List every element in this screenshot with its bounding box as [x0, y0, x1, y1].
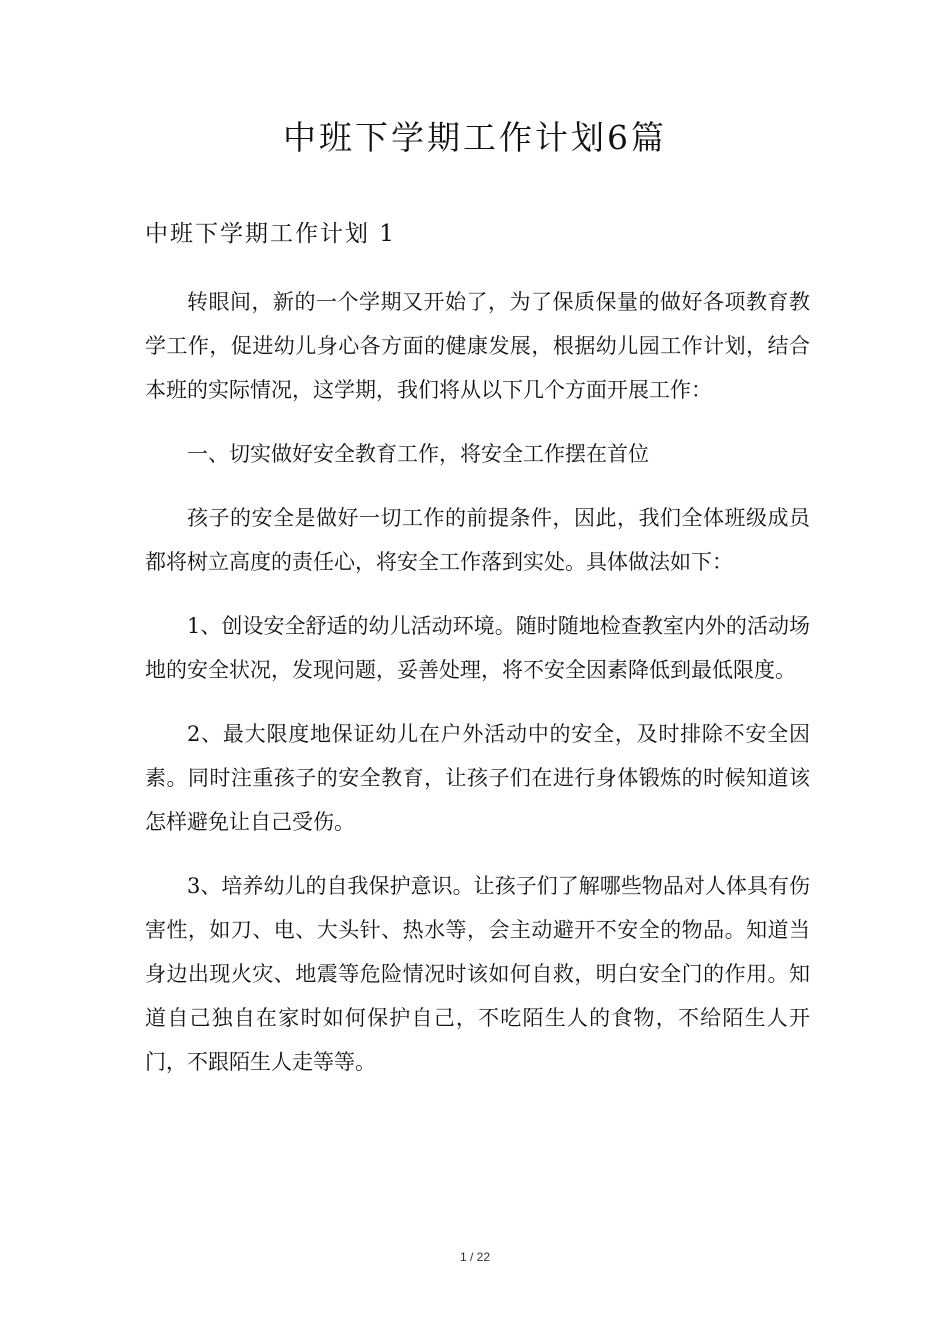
document-body [145, 280, 810, 1084]
paragraph-safety-premise: 孩子的安全是做好一切工作的前提条件，因此，我们全体班级成员都将树立高度的责任心，将安全工作落到实处。具体做法如下： [145, 506, 810, 574]
section-heading: 中班下学期工作计划 1 [145, 221, 396, 247]
paragraph-item-2: 2、最大限度地保证幼儿在户外活动中的安全，及时排除不安全因素。同时注重孩子的安全教育，让孩子们在进行身体锻炼的时候知道该怎样避免让自己受伤。 [145, 722, 810, 834]
paragraph-item-1: 1、创设安全舒适的幼儿活动环境。随时随地检查教室内外的活动场地的安全状况，发现问题，妥善处理，将不安全因素降低到最低限度。 [145, 614, 810, 682]
paragraph-item-3: 3、培养幼儿的自我保护意识。让孩子们了解哪些物品对人体具有伤害性，如刀、电、大头针、热水等，会主动避开不安全的物品。知道当身边出现火灾、地震等危险情况时该如何自救，明白安全门的作用。知道自己独自在家时如何保护自己，不吃陌生人的食物，不给陌生人开门，不跟陌生人走等等。 [145, 874, 810, 1074]
page-number: 1 / 22 [459, 1250, 491, 1264]
paragraph-intro: 转眼间，新的一个学期又开始了，为了保质保量的做好各项教育教学工作，促进幼儿身心各方面的健康发展，根据幼儿园工作计划，结合本班的实际情况，这学期，我们将从以下几个方面开展工作： [145, 290, 810, 402]
paragraph-heading-safety: 一、切实做好安全教育工作，将安全工作摆在首位 [187, 442, 649, 466]
document-title: 中班下学期工作计划6篇 [283, 118, 667, 157]
